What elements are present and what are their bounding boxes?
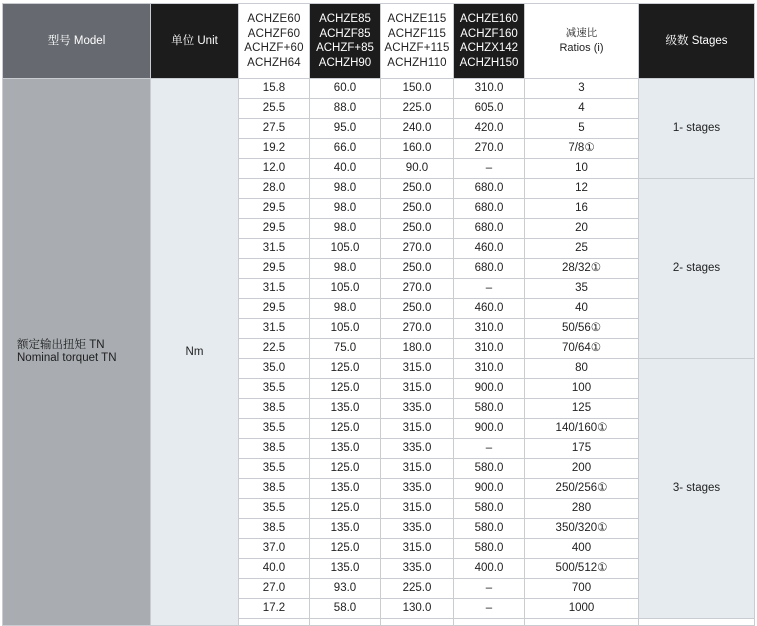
torque-cell: –	[454, 279, 525, 299]
ratio-cell: 10	[525, 159, 639, 179]
torque-cell: 580.0	[454, 399, 525, 419]
torque-cell: 680.0	[454, 179, 525, 199]
torque-cell: 35.5	[239, 379, 310, 399]
footer-cell	[381, 619, 454, 626]
footer-cell	[454, 619, 525, 626]
ratio-cell: 140/160①	[525, 419, 639, 439]
torque-cell: 125.0	[310, 539, 381, 559]
torque-cell: 315.0	[381, 359, 454, 379]
torque-cell: 98.0	[310, 199, 381, 219]
torque-cell: 25.5	[239, 99, 310, 119]
footer-cell	[239, 619, 310, 626]
torque-cell: 29.5	[239, 299, 310, 319]
ratio-cell: 35	[525, 279, 639, 299]
torque-cell: 66.0	[310, 139, 381, 159]
torque-cell: 680.0	[454, 199, 525, 219]
torque-cell: 335.0	[381, 559, 454, 579]
ratio-cell: 400	[525, 539, 639, 559]
row-label-cn: 额定输出扭矩 TN	[17, 339, 105, 351]
torque-cell: 460.0	[454, 299, 525, 319]
torque-cell: 270.0	[381, 319, 454, 339]
torque-cell: 335.0	[381, 479, 454, 499]
torque-cell: 335.0	[381, 439, 454, 459]
torque-cell: 38.5	[239, 479, 310, 499]
unit-header: 单位 Unit	[151, 4, 239, 79]
torque-cell: 98.0	[310, 219, 381, 239]
header-row	[3, 4, 755, 79]
model-group-header-1	[239, 4, 310, 79]
torque-cell: 180.0	[381, 339, 454, 359]
torque-cell: 250.0	[381, 299, 454, 319]
torque-cell: 225.0	[381, 579, 454, 599]
torque-cell: 29.5	[239, 259, 310, 279]
torque-cell: 315.0	[381, 539, 454, 559]
torque-cell: 135.0	[310, 519, 381, 539]
model-header: 型号 Model	[3, 4, 151, 79]
torque-cell: 125.0	[310, 359, 381, 379]
ratio-cell: 40	[525, 299, 639, 319]
ratio-cell: 100	[525, 379, 639, 399]
torque-cell: 29.5	[239, 219, 310, 239]
torque-cell: 105.0	[310, 279, 381, 299]
torque-cell: 93.0	[310, 579, 381, 599]
ratio-cell: 1000	[525, 599, 639, 619]
torque-spec-table	[2, 3, 755, 626]
torque-cell: 250.0	[381, 259, 454, 279]
torque-cell: 605.0	[454, 99, 525, 119]
torque-cell: 125.0	[310, 379, 381, 399]
torque-cell: 58.0	[310, 599, 381, 619]
torque-cell: 310.0	[454, 79, 525, 99]
torque-cell: 95.0	[310, 119, 381, 139]
torque-cell: 250.0	[381, 219, 454, 239]
torque-cell: 270.0	[381, 279, 454, 299]
ratio-cell: 25	[525, 239, 639, 259]
ratio-cell: 20	[525, 219, 639, 239]
torque-cell: 35.5	[239, 499, 310, 519]
ratio-cell: 700	[525, 579, 639, 599]
model-name: ACHZF+85	[316, 42, 374, 54]
model-group-header-4	[454, 4, 525, 79]
torque-cell: 270.0	[381, 239, 454, 259]
model-name: ACHZE160	[459, 13, 519, 25]
torque-cell: 335.0	[381, 399, 454, 419]
torque-cell: 580.0	[454, 539, 525, 559]
torque-cell: 240.0	[381, 119, 454, 139]
torque-cell: 125.0	[310, 499, 381, 519]
ratio-cell: 350/320①	[525, 519, 639, 539]
torque-cell: 400.0	[454, 559, 525, 579]
row-label	[3, 79, 151, 626]
torque-cell: –	[454, 579, 525, 599]
torque-cell: 31.5	[239, 319, 310, 339]
model-group-header-3	[381, 4, 454, 79]
footer-cell	[639, 619, 755, 626]
row-label-en: Nominal torquet TN	[17, 352, 117, 364]
torque-cell: 35.5	[239, 459, 310, 479]
torque-cell: 315.0	[381, 419, 454, 439]
torque-cell: 35.0	[239, 359, 310, 379]
model-name: ACHZF115	[387, 27, 447, 40]
unit-value: Nm	[151, 79, 239, 626]
torque-cell: 38.5	[239, 439, 310, 459]
model-name: ACHZF85	[319, 27, 371, 40]
torque-cell: 460.0	[454, 239, 525, 259]
ratio-cell: 125	[525, 399, 639, 419]
torque-cell: 60.0	[310, 79, 381, 99]
torque-cell: 90.0	[381, 159, 454, 179]
torque-cell: 130.0	[381, 599, 454, 619]
torque-cell: 315.0	[381, 499, 454, 519]
model-name: ACHZH150	[459, 56, 519, 69]
torque-cell: 22.5	[239, 339, 310, 359]
torque-cell: 900.0	[454, 419, 525, 439]
ratio-cell: 50/56①	[525, 319, 639, 339]
torque-cell: 580.0	[454, 499, 525, 519]
torque-cell: 40.0	[310, 159, 381, 179]
torque-cell: 135.0	[310, 399, 381, 419]
ratio-cell: 5	[525, 119, 639, 139]
torque-cell: 270.0	[454, 139, 525, 159]
torque-cell: 135.0	[310, 479, 381, 499]
ratio-header-en: Ratios (i)	[559, 42, 604, 54]
torque-cell: –	[454, 159, 525, 179]
torque-cell: 580.0	[454, 519, 525, 539]
model-name: ACHZF+115	[384, 42, 450, 54]
torque-cell: 315.0	[381, 379, 454, 399]
ratio-cell: 280	[525, 499, 639, 519]
torque-cell: 98.0	[310, 179, 381, 199]
torque-cell: 225.0	[381, 99, 454, 119]
torque-cell: 250.0	[381, 199, 454, 219]
torque-cell: 105.0	[310, 319, 381, 339]
torque-cell: 315.0	[381, 459, 454, 479]
torque-cell: 35.5	[239, 419, 310, 439]
stage-label: 2- stages	[639, 179, 755, 359]
torque-cell: 310.0	[454, 319, 525, 339]
torque-cell: 75.0	[310, 339, 381, 359]
model-name: ACHZH90	[318, 56, 372, 69]
model-name: ACHZE85	[319, 13, 371, 25]
model-name: ACHZE60	[247, 13, 301, 25]
torque-cell: 98.0	[310, 259, 381, 279]
stages-header: 级数 Stages	[639, 4, 755, 79]
ratio-cell: 250/256①	[525, 479, 639, 499]
torque-cell: 27.5	[239, 119, 310, 139]
torque-cell: 88.0	[310, 99, 381, 119]
model-name: ACHZF+60	[244, 42, 304, 54]
torque-cell: 31.5	[239, 239, 310, 259]
ratio-cell: 3	[525, 79, 639, 99]
torque-cell: 37.0	[239, 539, 310, 559]
torque-cell: 38.5	[239, 519, 310, 539]
torque-cell: 335.0	[381, 519, 454, 539]
model-name: ACHZX142	[459, 42, 519, 54]
ratio-cell: 7/8①	[525, 139, 639, 159]
torque-cell: 15.8	[239, 79, 310, 99]
torque-cell: 31.5	[239, 279, 310, 299]
model-name: ACHZE115	[387, 13, 447, 25]
torque-cell: 38.5	[239, 399, 310, 419]
model-name: ACHZH110	[387, 56, 447, 69]
stage-label: 1- stages	[639, 79, 755, 179]
ratio-cell: 4	[525, 99, 639, 119]
ratio-cell: 70/64①	[525, 339, 639, 359]
torque-cell: 160.0	[381, 139, 454, 159]
torque-cell: 125.0	[310, 459, 381, 479]
torque-cell: 28.0	[239, 179, 310, 199]
stage-label: 3- stages	[639, 359, 755, 619]
ratio-header-cn: 减速比	[565, 27, 598, 39]
torque-cell: 680.0	[454, 219, 525, 239]
torque-cell: 105.0	[310, 239, 381, 259]
torque-cell: 98.0	[310, 299, 381, 319]
torque-cell: 250.0	[381, 179, 454, 199]
torque-cell: 900.0	[454, 379, 525, 399]
model-name: ACHZF60	[247, 27, 301, 40]
footer-cell	[310, 619, 381, 626]
torque-cell: 150.0	[381, 79, 454, 99]
torque-cell: –	[454, 439, 525, 459]
ratio-cell: 200	[525, 459, 639, 479]
torque-cell: 900.0	[454, 479, 525, 499]
torque-cell: 580.0	[454, 459, 525, 479]
torque-cell: 135.0	[310, 559, 381, 579]
torque-cell: 27.0	[239, 579, 310, 599]
model-name: ACHZF160	[460, 27, 518, 40]
torque-cell: 680.0	[454, 259, 525, 279]
table-row	[3, 79, 755, 99]
torque-cell: 29.5	[239, 199, 310, 219]
table-body	[3, 79, 755, 626]
torque-cell: 12.0	[239, 159, 310, 179]
ratio-cell: 80	[525, 359, 639, 379]
torque-cell: –	[454, 599, 525, 619]
footer-cell	[525, 619, 639, 626]
ratio-cell: 175	[525, 439, 639, 459]
ratio-cell: 16	[525, 199, 639, 219]
model-name: ACHZH64	[247, 56, 301, 69]
torque-cell: 310.0	[454, 359, 525, 379]
torque-cell: 135.0	[310, 439, 381, 459]
torque-cell: 19.2	[239, 139, 310, 159]
torque-cell: 420.0	[454, 119, 525, 139]
ratio-cell: 12	[525, 179, 639, 199]
torque-cell: 125.0	[310, 419, 381, 439]
ratio-cell: 500/512①	[525, 559, 639, 579]
model-group-header-2	[310, 4, 381, 79]
ratio-cell: 28/32①	[525, 259, 639, 279]
torque-cell: 17.2	[239, 599, 310, 619]
torque-cell: 40.0	[239, 559, 310, 579]
ratio-header	[525, 4, 639, 79]
torque-cell: 310.0	[454, 339, 525, 359]
